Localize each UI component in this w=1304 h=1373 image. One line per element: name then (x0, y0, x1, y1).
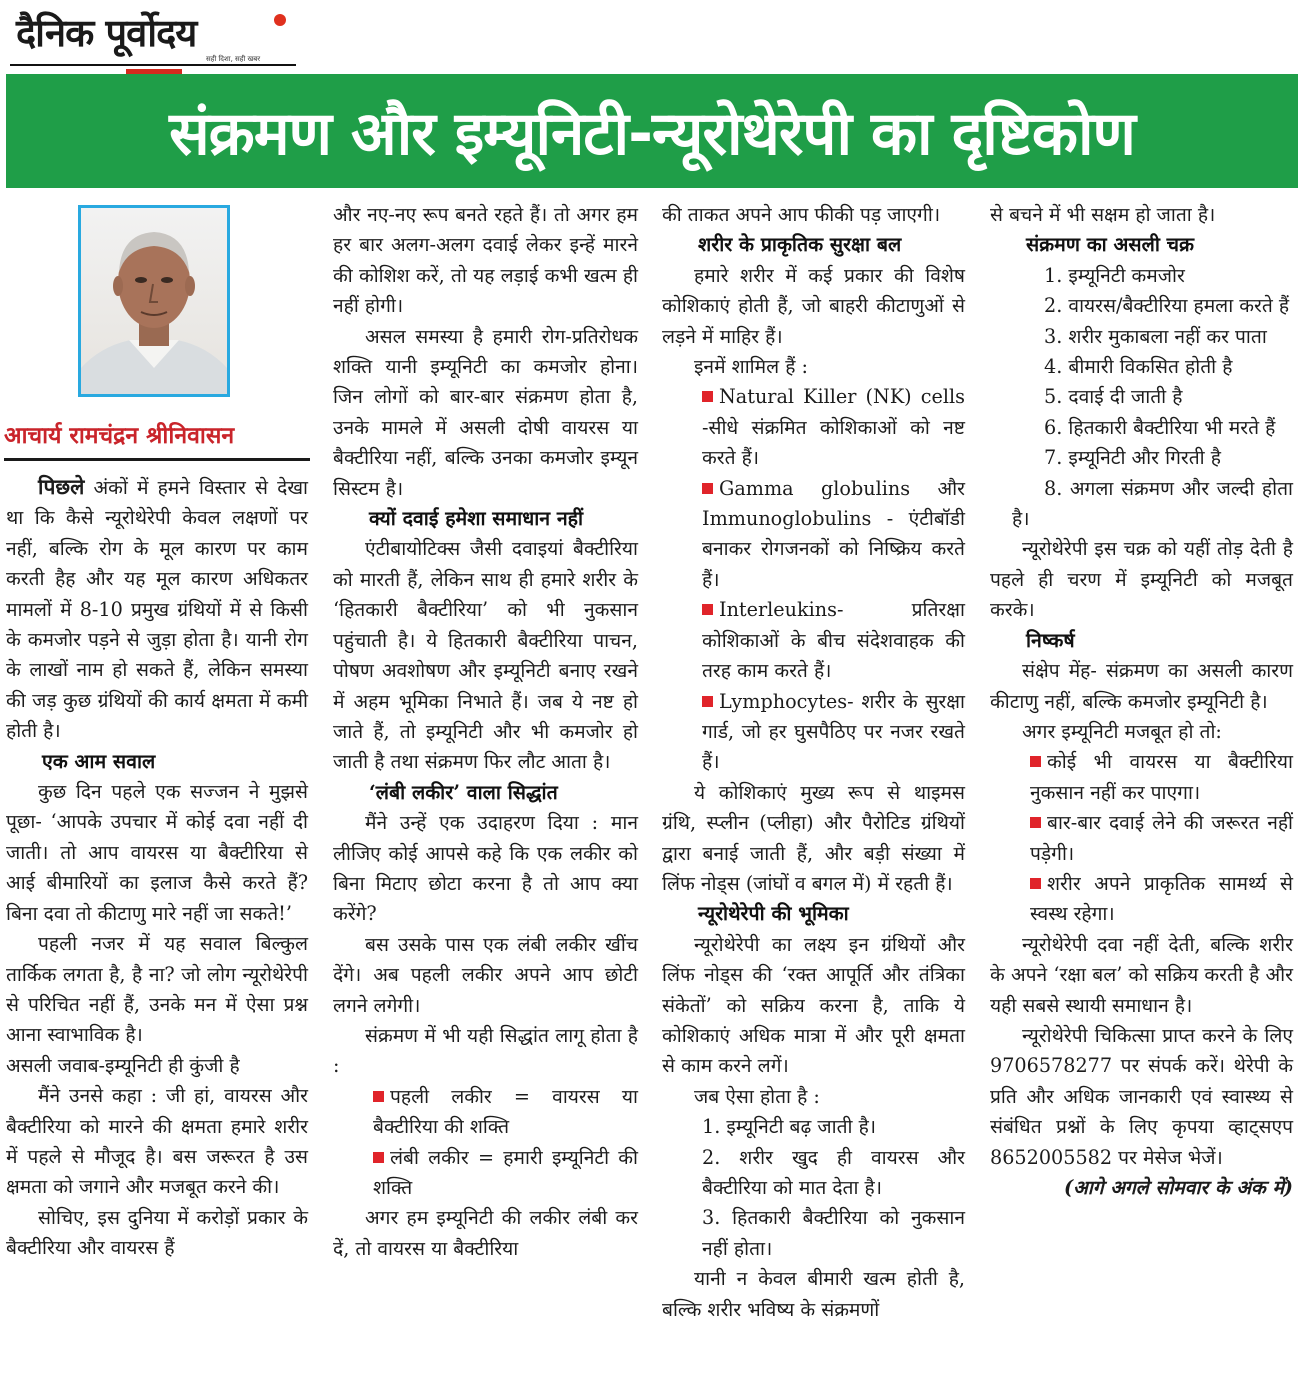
col3-subheading-2: न्यूरोथेरेपी की भूमिका (698, 902, 849, 926)
col4-bullet-2: बार-बार दवाई लेने की जरूरत नहीं पड़ेगी। (1030, 811, 1293, 865)
col4-list-7: 7. इम्यूनिटी और गिरती है (1044, 446, 1221, 470)
masthead-rule (10, 64, 296, 66)
col3-list-2: 2. शरीर खुद ही वायरस और बैक्टीरिया को मात देता है। (702, 1145, 965, 1199)
bullet-square-icon (373, 1152, 384, 1163)
column-1 (6, 472, 308, 1264)
col3-paragraph-6: जब ऐसा होता है : (694, 1084, 820, 1108)
col4-paragraph-2: न्यूरोथेरेपी इस चक्र को यहीं तोड़ देती है पहले ही चरण में इम्यूनिटी को मजबूत करके। (990, 537, 1293, 622)
col2-bullet-2: लंबी लकीर = हमारी इम्यूनिटी की शक्ति (373, 1145, 638, 1199)
col2-paragraph-5: बस उसके पास एक लंबी लकीर खींच देंगे। अब पहली लकीर अपने आप छोटी लगने लगेगी। (333, 932, 638, 1017)
col4-subheading-1: संक्रमण का असली चक्र (1026, 233, 1195, 257)
masthead-dot-icon (274, 14, 286, 26)
col4-list-1: 1. इम्यूनिटी कमजोर (1044, 263, 1185, 287)
bullet-square-icon (702, 391, 713, 402)
headline-banner (6, 74, 1298, 188)
col4-list-6: 6. हितकारी बैक्टीरिया भी मरते हैं (1044, 415, 1276, 439)
bullet-square-icon (702, 604, 713, 615)
headline: संक्रमण और इम्यूनिटी-न्यूरोथेरेपी का दृष्टिकोण (169, 99, 1135, 169)
col2-subheading-2: ‘लंबी लकीर’ वाला सिद्धांत (369, 780, 558, 804)
bullet-square-icon (1030, 817, 1041, 828)
col2-paragraph-7: अगर हम इम्यूनिटी की लकीर लंबी कर दें, तो वायरस या बैक्टीरिया (333, 1206, 638, 1260)
col1-paragraph-4: असली जवाब-इम्यूनिटी ही कुंजी है (6, 1053, 240, 1077)
col1-paragraph-5: मैंने उनसे कहा : जी हां, वायरस और बैक्टीरिया को मारने की क्षमता हमारे शरीर में पहले से मौजूद है। बस जरूरत है उस क्षमता को जगाने और मजबूत करने की। (6, 1084, 308, 1199)
col2-paragraph-6: संक्रमण में भी यही सिद्धांत लागू होता है : (333, 1023, 638, 1078)
col2-paragraph-4: मैंने उन्हें एक उदाहरण दिया : मान लीजिए कोई आपसे कहे कि एक लकीर को बिना मिटाए छोटा करना है तो आप क्या करेंगे? (333, 811, 638, 926)
masthead (10, 2, 290, 72)
col4-list-3: 3. शरीर मुकाबला नहीं कर पाता (1044, 324, 1267, 348)
col1-paragraph-6: सोचिए, इस दुनिया में करोड़ों प्रकार के बैक्टीरिया और वायरस हैं (6, 1205, 308, 1260)
col3-bullet-4: Lymphocytes- शरीर के सुरक्षा गार्ड, जो हर घुसपैठिए पर नजर रखते हैं। (702, 689, 965, 774)
col4-list-5: 5. दवाई दी जाती है (1044, 385, 1183, 409)
col3-paragraph-5: न्यूरोथेरेपी का लक्ष्य इन ग्रंथियों और लिंफ नोड्स की ‘रक्त आपूर्ति और तंत्रिका संकेतों’ को सक्रिय करना है, ताकि ये कोशिकाएं अधिक मात्रा में और पूरी क्षमता से काम करने लगें। (662, 932, 965, 1078)
bullet-square-icon (1030, 878, 1041, 889)
col2-paragraph-2: असल समस्या है हमारी रोग-प्रतिरोधक शक्ति यानी इम्यूनिटी का कमजोर होना। जिन लोगों को बार-बार संक्रमण होता है, उनके मामले में असली दोषी वायरस या बैक्टीरिया नहीं, बल्कि उनका कमजोर इम्यून सिस्टम है। (333, 324, 638, 500)
col3-paragraph-1: की ताकत अपने आप फीकी पड़ जाएगी। (662, 203, 941, 226)
col4-list-4: 4. बीमारी विकसित होती है (1044, 355, 1233, 379)
col4-list-2: 2. वायरस/बैक्टीरिया हमला करते हैं (1044, 294, 1290, 318)
bullet-square-icon (702, 483, 713, 494)
bullet-square-icon (373, 1091, 384, 1102)
col4-bullet-1: कोई भी वायरस या बैक्टीरिया नुकसान नहीं कर पाएगा। (1030, 750, 1293, 804)
col3-list-3: 3. हितकारी बैक्टीरिया को नुकसान नहीं होता। (702, 1206, 965, 1260)
portrait-illustration (81, 208, 227, 394)
col1-paragraph-2: कुछ दिन पहले एक सज्जन ने मुझसे पूछा- ‘आपके उपचार में कोई दवा नहीं दी जाती। तो आप वायरस या बैक्टीरिया से आई बीमारियों का इलाज कैसे करते हैं? बिना दवा तो कीटाणु मारे नहीं जा सकते!’ (6, 780, 308, 925)
lead-word: पिछले (38, 474, 85, 499)
col4-subheading-2: निष्कर्ष (1026, 628, 1075, 652)
col4-paragraph-3: संक्षेप मेंह- संक्रमण का असली कारण कीटाणु नहीं, बल्कि कमजोर इम्यूनिटी है। (990, 659, 1293, 713)
continued-note: (आगे अगले सोमवार के अंक में) (1064, 1176, 1293, 1199)
col2-paragraph-1: और नए-नए रूप बनते रहते हैं। तो अगर हम हर बार अलग-अलग दवाई लेकर इन्हें मारने की कोशिश करें, तो यह लड़ाई कभी खत्म ही नहीं होगी। (333, 203, 638, 318)
column-2 (333, 200, 638, 1264)
col3-paragraph-4: ये कोशिकाएं मुख्य रूप से थाइमस ग्रंथि, स्प्लीन (प्लीहा) और पैरोटिड ग्रंथियों द्वारा बनाई जाती हैं, और बड़ी संख्या में लिंफ नोड्स (जांघों व बगल में) में रहती हैं। (662, 780, 965, 895)
col3-bullet-1: Natural Killer (NK) cells -सीधे संक्रमित कोशिकाओं को नष्ट करते हैं। (702, 385, 965, 470)
col4-paragraph-4: अगर इम्यूनिटी मजबूत हो तो: (1022, 719, 1222, 743)
col3-paragraph-7: यानी न केवल बीमारी खत्म होती है, बल्कि शरीर भविष्य के संक्रमणों (662, 1267, 965, 1321)
masthead-tagline: सही दिशा, सही खबर (206, 55, 261, 63)
col1-paragraph-3: पहली नजर में यह सवाल बिल्कुल तार्किक लगता है, है ना? जो लोग न्यूरोथेरेपी से परिचित नहीं हैं, उनके मन में ऐसा प्रश्न आना स्वाभाविक है। (6, 932, 308, 1047)
col2-subheading-1: क्यों दवाई हमेशा समाधान नहीं (369, 507, 584, 531)
col1-subheading-1: एक आम सवाल (42, 749, 156, 773)
col2-paragraph-3: एंटीबायोटिक्स जैसी दवाइयां बैक्टीरिया को मारती हैं, लेकिन साथ ही हमारे शरीर के ‘हितकारी बैक्टीरिया’ को भी नुकसान पहुंचाती है। ये हितकारी बैक्टीरिया पाचन, पोषण अवशोषण और इम्यूनिटी बनाए रखने में अहम भूमिका निभाते हैं। जब ये नष्ट हो जाते हैं, तो इम्यूनिटी और भी कमजोर हो जाती है तथा संक्रमण फिर लौट आता है। (333, 537, 638, 774)
col3-subheading-1: शरीर के प्राकृतिक सुरक्षा बल (698, 233, 902, 257)
col3-paragraph-3: इनमें शामिल हैं : (694, 355, 808, 379)
bullet-square-icon (1030, 756, 1041, 767)
col3-list-1: 1. इम्यूनिटी बढ़ जाती है। (702, 1115, 877, 1139)
col2-bullet-1: पहली लकीर = वायरस या बैक्टीरिया की शक्ति (373, 1084, 638, 1139)
author-photo (78, 205, 230, 397)
byline-rule (4, 458, 310, 461)
col3-paragraph-2: हमारे शरीर में कई प्रकार की विशेष कोशिकाएं होती हैं, जो बाहरी कीटाणुओं से लड़ने में माहिर हैं। (662, 263, 965, 348)
col4-paragraph-1: से बचने में भी सक्षम हो जाता है। (990, 203, 1216, 226)
masthead-title: दैनिक पूर्वोदय (16, 11, 197, 55)
col3-bullet-2: Gamma globulins और Immunoglobulins - एंटीबॉडी बनाकर रोगजनकों को निष्क्रिय करते हैं। (702, 476, 965, 591)
bullet-square-icon (702, 696, 713, 707)
col4-bullet-3: शरीर अपने प्राकृतिक सामर्थ्य से स्वस्थ रहेगा। (1030, 871, 1293, 926)
col4-paragraph-5: न्यूरोथेरेपी दवा नहीं देती, बल्कि शरीर के अपने ‘रक्षा बल’ को सक्रिय करती है और यही सबसे स्थायी समाधान है। (990, 932, 1293, 1017)
column-3 (662, 200, 965, 1325)
col4-paragraph-6: न्यूरोथेरेपी चिकित्सा प्राप्त करने के लिए 9706578277 पर संपर्क करें। थेरेपी के प्रति और अधिक जानकारी एवं स्वास्थ्य से संबंधित प्रश्नों के लिए कृपया व्हाट्सएप 8652005582 पर मेसेज भेजें। (990, 1023, 1293, 1169)
column-4 (990, 200, 1293, 1203)
author-byline: आचार्य रामचंद्रन श्रीनिवासन (4, 422, 235, 449)
col1-paragraph-1: अंकों में हमने विस्तार से देखा था कि कैसे न्यूरोथेरेपी केवल लक्षणों पर नहीं, बल्कि रोग के मूल कारण पर काम करती हैह और यह मूल कारण अधिकतर मामलों में 8-10 प्रमुख ग्रंथियों में से किसी के कमजोर पड़ने से जुड़ा होता है। यानी रोग के लाखों नाम हो सकते हैं, लेकिन समस्या की जड़ कुछ ग्रंथियों की कार्य क्षमता में कमी होती है। (6, 476, 308, 743)
col3-bullet-3: Interleukins- प्रतिरक्षा कोशिकाओं के बीच संदेशवाहक की तरह काम करते हैं। (702, 598, 965, 683)
col4-list-8: 8. अगला संक्रमण और जल्दी होता है। (1012, 476, 1293, 531)
